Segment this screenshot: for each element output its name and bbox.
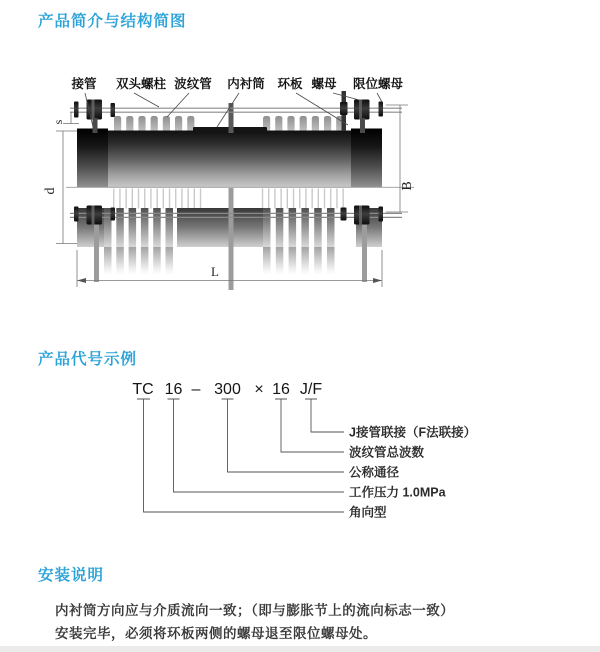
lower-bellows-fins xyxy=(104,247,335,275)
page-bottom-edge xyxy=(0,646,600,652)
code-annotation-connection: J接管联接（F法联接） xyxy=(349,425,477,440)
code-token-connection: J/F xyxy=(299,381,323,398)
part-label-nut: 螺母 xyxy=(311,77,337,91)
dim-label-d: d xyxy=(43,187,58,195)
code-token-pressure: 16 xyxy=(164,381,183,398)
upper-body xyxy=(77,127,382,187)
code-annotation-diameter: 公称通径 xyxy=(349,465,400,480)
code-annotation-pressure: 工作压力 1.0MPa xyxy=(349,485,446,500)
code-token-waves: 16 xyxy=(272,381,290,398)
code-token-diameter: 300 xyxy=(214,381,241,398)
dimension-B xyxy=(386,105,415,212)
code-annotation-waves: 波纹管总波数 xyxy=(349,445,425,460)
part-label-connection-pipe: 接管 xyxy=(71,77,97,91)
install-instruction-line-2: 安装完毕，必须将环板两侧的螺母退至限位螺母处。 xyxy=(55,626,377,641)
part-label-limit-nut: 限位螺母 xyxy=(352,77,404,91)
dim-label-L: L xyxy=(211,264,219,279)
part-label-bellows: 波纹管 xyxy=(174,77,212,91)
part-label-double-stud: 双头螺柱 xyxy=(115,77,167,91)
section-title-intro: 产品简介与结构简图 xyxy=(38,13,187,30)
code-annotation-type: 角向型 xyxy=(349,505,387,520)
product-code-diagram xyxy=(0,372,600,537)
part-label-ring-plate: 环板 xyxy=(277,77,303,91)
code-connectors xyxy=(144,399,345,512)
section-title-code: 产品代号示例 xyxy=(38,351,138,368)
dim-label-B: B xyxy=(400,181,415,191)
code-token-type-prefix: TC xyxy=(132,381,154,398)
code-token-dash: – xyxy=(191,381,201,398)
part-label-inner-liner: 内衬筒 xyxy=(227,77,265,91)
section-title-install: 安装说明 xyxy=(38,567,105,584)
dim-label-s: s xyxy=(51,119,65,125)
install-instruction-line-1: 内衬筒方向应与介质流向一致；（即与膨胀节上的流向标志一致） xyxy=(55,603,455,618)
code-token-times: × xyxy=(254,381,264,398)
structure-diagram xyxy=(30,60,450,305)
